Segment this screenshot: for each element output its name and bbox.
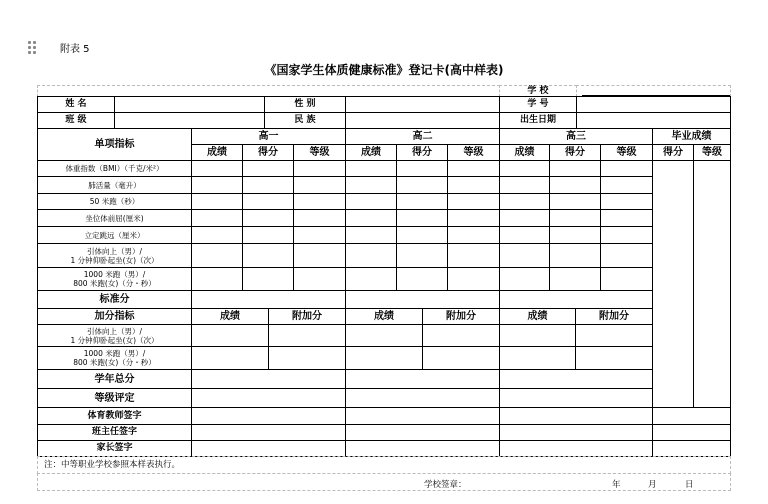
head-teacher-sign-cell[interactable] — [191, 424, 346, 441]
level-header: 等级 — [293, 144, 346, 161]
score-input-cell[interactable] — [499, 160, 550, 177]
level-rating-cell[interactable] — [499, 388, 653, 408]
score-input-cell[interactable] — [499, 243, 550, 268]
score-input-cell[interactable] — [293, 193, 346, 210]
level-rating-label: 等级评定 — [37, 388, 192, 408]
score-header: 得分 — [549, 144, 601, 161]
score-input-cell[interactable] — [549, 160, 601, 177]
result-header: 成绩 — [499, 144, 550, 161]
bonus-input-cell[interactable] — [191, 346, 269, 370]
bonus-input-cell[interactable] — [422, 324, 500, 347]
score-input-cell[interactable] — [293, 226, 346, 244]
drag-handle-icon[interactable] — [28, 41, 36, 53]
level-header: 等级 — [447, 144, 500, 161]
single-items-header: 单项指标 — [37, 128, 192, 161]
head-teacher-sign-graduation-cell[interactable] — [652, 424, 731, 441]
score-input-cell[interactable] — [191, 193, 243, 210]
score-input-cell[interactable] — [549, 267, 601, 291]
bonus-extra-header: 附加分 — [268, 308, 346, 325]
score-input-cell[interactable] — [345, 193, 397, 210]
score-input-cell[interactable] — [191, 209, 243, 227]
score-header: 得分 — [396, 144, 448, 161]
score-input-cell[interactable] — [191, 176, 243, 194]
head-teacher-sign-cell[interactable] — [345, 424, 500, 441]
grade-header: 高二 — [345, 128, 500, 145]
school-label: 学 校 — [499, 85, 577, 97]
bonus-input-cell[interactable] — [345, 324, 423, 347]
grade-header: 高三 — [499, 128, 653, 145]
year-total-cell[interactable] — [499, 369, 653, 389]
student-id-input[interactable] — [576, 96, 731, 113]
graduation-header: 毕业成绩 — [652, 128, 731, 145]
head-teacher-sign-label: 班主任签字 — [37, 424, 192, 441]
ethnicity-label: 民 族 — [264, 112, 346, 129]
item-label: 体重指数（BMI）（千克/米²） — [37, 160, 192, 177]
birth-date-input[interactable] — [576, 112, 731, 129]
score-input-cell[interactable] — [396, 267, 448, 291]
score-input-cell[interactable] — [191, 267, 243, 291]
head-teacher-sign-cell[interactable] — [499, 424, 653, 441]
score-input-cell[interactable] — [242, 160, 294, 177]
score-input-cell[interactable] — [499, 176, 550, 194]
score-input-cell[interactable] — [293, 209, 346, 227]
appendix-label: 附表 5 — [60, 44, 90, 55]
pe-teacher-sign-cell[interactable] — [345, 407, 500, 425]
score-input-cell[interactable] — [396, 209, 448, 227]
score-input-cell[interactable] — [447, 226, 500, 244]
score-input-cell[interactable] — [549, 176, 601, 194]
class-label: 班 级 — [37, 112, 115, 129]
score-header: 得分 — [242, 144, 294, 161]
score-input-cell[interactable] — [600, 160, 653, 177]
year-label: 年 — [612, 480, 621, 490]
item-label: 立定跳远（厘米） — [37, 226, 192, 244]
ethnicity-input[interactable] — [345, 112, 500, 129]
graduation-level-cell[interactable] — [693, 160, 731, 408]
item-label: 1000 米跑（男）/ 800 米跑(女)（分・秒） — [37, 267, 192, 291]
bonus-input-cell[interactable] — [191, 324, 269, 347]
score-input-cell[interactable] — [293, 160, 346, 177]
item-label: 50 米跑（秒） — [37, 193, 192, 210]
bonus-input-cell[interactable] — [422, 346, 500, 370]
level-rating-cell[interactable] — [345, 388, 500, 408]
name-input[interactable] — [114, 96, 265, 113]
level-rating-cell[interactable] — [191, 388, 346, 408]
bonus-item-label: 引体向上（男）/ 1 分钟仰卧起坐(女)（次） — [37, 324, 192, 347]
score-input-cell[interactable] — [242, 267, 294, 291]
graduation-level-header: 等级 — [693, 144, 731, 161]
parent-sign-label: 家长签字 — [37, 440, 192, 457]
note-text: 注：中等职业学校参照本样表执行。 — [37, 456, 731, 474]
score-input-cell[interactable] — [191, 160, 243, 177]
score-input-cell[interactable] — [396, 176, 448, 194]
result-header: 成绩 — [191, 144, 243, 161]
bonus-input-cell[interactable] — [499, 346, 576, 370]
score-input-cell[interactable] — [447, 243, 500, 268]
bonus-result-header: 成绩 — [345, 308, 423, 325]
score-input-cell[interactable] — [396, 226, 448, 244]
gender-label: 性 别 — [264, 96, 346, 113]
footer-row — [37, 473, 731, 491]
parent-sign-cell[interactable] — [499, 440, 653, 457]
bonus-input-cell[interactable] — [575, 324, 653, 347]
score-input-cell[interactable] — [549, 193, 601, 210]
day-label: 日 — [685, 480, 694, 490]
pe-teacher-sign-cell[interactable] — [499, 407, 653, 425]
score-input-cell[interactable] — [242, 243, 294, 268]
standard-score-cell[interactable] — [499, 290, 653, 309]
score-input-cell[interactable] — [447, 193, 500, 210]
score-input-cell[interactable] — [600, 226, 653, 244]
standard-score-cell[interactable] — [191, 290, 346, 309]
score-input-cell[interactable] — [293, 267, 346, 291]
year-total-cell[interactable] — [191, 369, 346, 389]
bonus-item-label: 1000 米跑（男）/ 800 米跑(女)（分・秒） — [37, 346, 192, 370]
student-id-label: 学 号 — [499, 96, 577, 113]
score-input-cell[interactable] — [499, 267, 550, 291]
pe-teacher-sign-label: 体育教师签字 — [37, 407, 192, 425]
bonus-result-header: 成绩 — [499, 308, 576, 325]
score-input-cell[interactable] — [293, 176, 346, 194]
item-label: 引体向上（男）/ 1 分钟仰卧起坐(女)（次） — [37, 243, 192, 268]
bonus-result-header: 成绩 — [191, 308, 269, 325]
pe-teacher-sign-graduation-cell[interactable] — [652, 407, 731, 425]
page-title: 《国家学生体质健康标准》登记卡(高中样表) — [264, 63, 504, 77]
score-input-cell[interactable] — [242, 209, 294, 227]
score-input-cell[interactable] — [242, 193, 294, 210]
parent-sign-graduation-cell[interactable] — [652, 440, 731, 457]
name-label: 姓 名 — [37, 96, 115, 113]
grade-header: 高一 — [191, 128, 346, 145]
score-input-cell[interactable] — [191, 243, 243, 268]
score-input-cell[interactable] — [396, 160, 448, 177]
score-input-cell[interactable] — [242, 176, 294, 194]
score-input-cell[interactable] — [345, 160, 397, 177]
score-input-cell[interactable] — [191, 226, 243, 244]
score-input-cell[interactable] — [345, 226, 397, 244]
score-input-cell[interactable] — [396, 243, 448, 268]
item-label: 肺活量（毫升） — [37, 176, 192, 194]
score-input-cell[interactable] — [345, 209, 397, 227]
bonus-input-cell[interactable] — [345, 346, 423, 370]
score-input-cell[interactable] — [600, 193, 653, 210]
month-label: 月 — [648, 480, 657, 490]
score-input-cell[interactable] — [499, 209, 550, 227]
bonus-input-cell[interactable] — [499, 324, 576, 347]
parent-sign-cell[interactable] — [345, 440, 500, 457]
year-total-label: 学年总分 — [37, 369, 192, 389]
bonus-input-cell[interactable] — [268, 324, 346, 347]
score-input-cell[interactable] — [396, 193, 448, 210]
bonus-extra-header: 附加分 — [422, 308, 500, 325]
standard-score-cell[interactable] — [345, 290, 500, 309]
bonus-input-cell[interactable] — [575, 346, 653, 370]
score-input-cell[interactable] — [499, 226, 550, 244]
bonus-items-header: 加分指标 — [37, 308, 192, 325]
graduation-score-cell[interactable] — [652, 160, 694, 408]
bonus-extra-header: 附加分 — [575, 308, 653, 325]
score-input-cell[interactable] — [600, 267, 653, 291]
score-input-cell[interactable] — [242, 226, 294, 244]
bonus-input-cell[interactable] — [268, 346, 346, 370]
score-input-cell[interactable] — [345, 243, 397, 268]
score-input-cell[interactable] — [447, 267, 500, 291]
graduation-score-header: 得分 — [652, 144, 694, 161]
score-input-cell[interactable] — [549, 226, 601, 244]
class-input[interactable] — [114, 112, 265, 129]
score-input-cell[interactable] — [447, 160, 500, 177]
score-input-cell[interactable] — [549, 209, 601, 227]
score-input-cell[interactable] — [549, 243, 601, 268]
score-input-cell[interactable] — [600, 176, 653, 194]
gender-input[interactable] — [345, 96, 500, 113]
score-input-cell[interactable] — [345, 267, 397, 291]
score-input-cell[interactable] — [447, 176, 500, 194]
score-input-cell[interactable] — [499, 193, 550, 210]
school-underline — [582, 95, 730, 96]
score-input-cell[interactable] — [600, 209, 653, 227]
result-header: 成绩 — [345, 144, 397, 161]
score-input-cell[interactable] — [345, 176, 397, 194]
level-header: 等级 — [600, 144, 653, 161]
standard-score-label: 标准分 — [37, 290, 192, 309]
score-input-cell[interactable] — [600, 243, 653, 268]
school-seal-label: 学校签章： — [424, 480, 467, 490]
score-input-cell[interactable] — [447, 209, 500, 227]
score-input-cell[interactable] — [293, 243, 346, 268]
year-total-cell[interactable] — [345, 369, 500, 389]
item-label: 坐位体前屈(厘米) — [37, 209, 192, 227]
pe-teacher-sign-cell[interactable] — [191, 407, 346, 425]
parent-sign-cell[interactable] — [191, 440, 346, 457]
birth-date-label: 出生日期 — [499, 112, 577, 129]
